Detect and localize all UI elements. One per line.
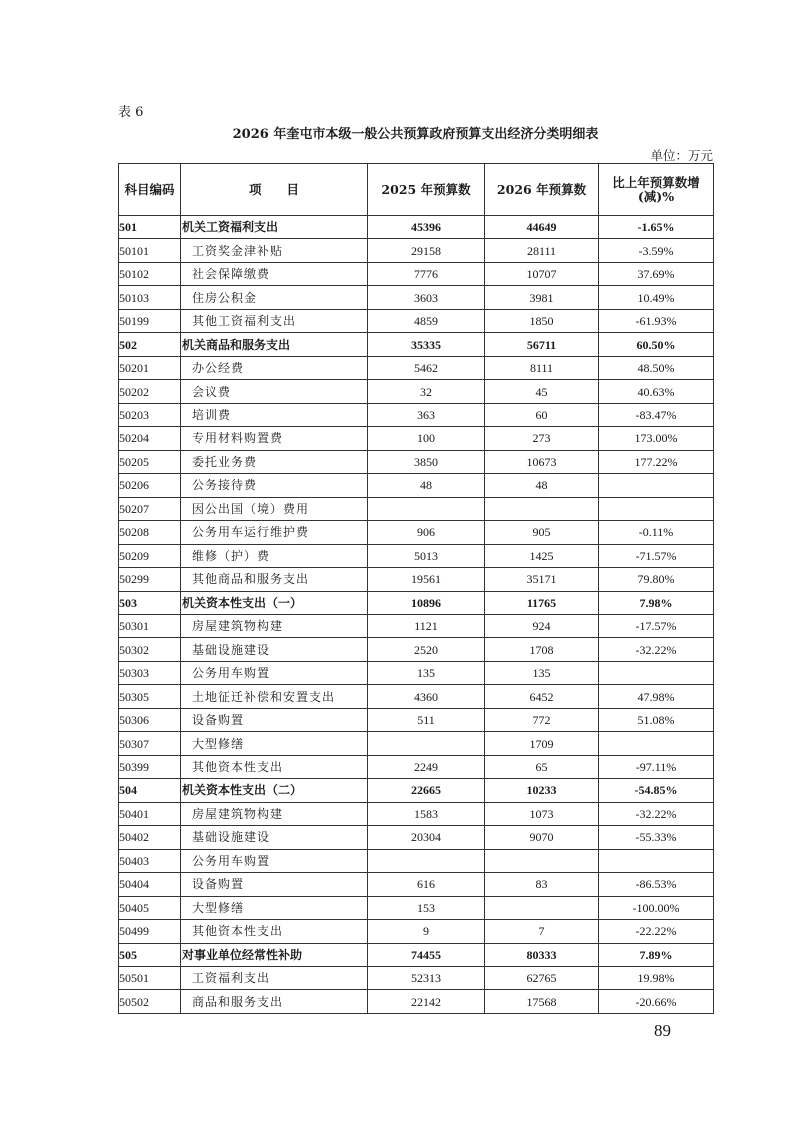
cell-code: 50306: [119, 708, 181, 731]
cell-2026: 7: [485, 920, 599, 943]
cell-2025: 35335: [368, 333, 485, 356]
cell-2026: [485, 896, 599, 919]
cell-code: 50199: [119, 309, 181, 332]
cell-change: -55.33%: [599, 826, 714, 849]
cell-code: 50101: [119, 239, 181, 262]
cell-code: 50206: [119, 474, 181, 497]
cell-item: 会议费: [181, 380, 368, 403]
cell-2025: 616: [368, 873, 485, 896]
cell-2025: [368, 497, 485, 520]
cell-item: 对事业单位经常性补助: [181, 943, 368, 966]
cell-2025: 9: [368, 920, 485, 943]
cell-2025: 22665: [368, 779, 485, 802]
cell-change: 51.08%: [599, 708, 714, 731]
cell-code: 50499: [119, 920, 181, 943]
table-row: [119, 544, 714, 567]
cell-2025: 2249: [368, 755, 485, 778]
cell-change: 40.63%: [599, 380, 714, 403]
cell-2026: 10673: [485, 450, 599, 473]
table-row: [119, 685, 714, 708]
cell-2026: 28111: [485, 239, 599, 262]
cell-code: 50102: [119, 262, 181, 285]
cell-item: 房屋建筑物构建: [181, 614, 368, 637]
cell-change: 10.49%: [599, 286, 714, 309]
table-row: [119, 732, 714, 755]
cell-change: -20.66%: [599, 990, 714, 1013]
cell-item: 因公出国（境）费用: [181, 497, 368, 520]
cell-change: -0.11%: [599, 521, 714, 544]
cell-change: [599, 849, 714, 872]
cell-code: 50299: [119, 568, 181, 591]
cell-2025: 5462: [368, 356, 485, 379]
cell-code: 50204: [119, 427, 181, 450]
cell-2026: 80333: [485, 943, 599, 966]
cell-item: 设备购置: [181, 873, 368, 896]
cell-2026: 1709: [485, 732, 599, 755]
cell-item: 土地征迁补偿和安置支出: [181, 685, 368, 708]
cell-item: 工资福利支出: [181, 967, 368, 990]
table-row: [119, 896, 714, 919]
category-row: [119, 591, 714, 614]
cell-2025: 1583: [368, 802, 485, 825]
cell-item: 住房公积金: [181, 286, 368, 309]
cell-code: 50209: [119, 544, 181, 567]
table-row: [119, 309, 714, 332]
cell-2026: 44649: [485, 216, 599, 239]
cell-2026: 273: [485, 427, 599, 450]
table-row: [119, 568, 714, 591]
category-row: [119, 779, 714, 802]
cell-code: 50405: [119, 896, 181, 919]
table-row: [119, 873, 714, 896]
cell-2026: 772: [485, 708, 599, 731]
table-row: [119, 450, 714, 473]
cell-item: 其他商品和服务支出: [181, 568, 368, 591]
cell-2025: 10896: [368, 591, 485, 614]
table-row: [119, 849, 714, 872]
cell-code: 50403: [119, 849, 181, 872]
cell-item: 其他资本性支出: [181, 920, 368, 943]
cell-change: 60.50%: [599, 333, 714, 356]
cell-item: 大型修缮: [181, 732, 368, 755]
cell-item: 工资奖金津补贴: [181, 239, 368, 262]
table-row: [119, 638, 714, 661]
cell-change: [599, 661, 714, 684]
cell-2026: 56711: [485, 333, 599, 356]
cell-change: 79.80%: [599, 568, 714, 591]
cell-change: -32.22%: [599, 802, 714, 825]
cell-2025: 74455: [368, 943, 485, 966]
table-row: [119, 286, 714, 309]
cell-2026: 11765: [485, 591, 599, 614]
table-row: [119, 990, 714, 1013]
cell-item: 公务接待费: [181, 474, 368, 497]
cell-item: 培训费: [181, 403, 368, 426]
cell-2025: 3850: [368, 450, 485, 473]
cell-2025: 363: [368, 403, 485, 426]
cell-code: 50401: [119, 802, 181, 825]
cell-change: 37.69%: [599, 262, 714, 285]
cell-code: 50399: [119, 755, 181, 778]
cell-change: [599, 497, 714, 520]
cell-2025: 29158: [368, 239, 485, 262]
cell-2026: 65: [485, 755, 599, 778]
cell-code: 50208: [119, 521, 181, 544]
header-code: 科目编码: [119, 164, 181, 216]
cell-code: 50203: [119, 403, 181, 426]
cell-2026: 905: [485, 521, 599, 544]
table-row: [119, 427, 714, 450]
cell-2026: 3981: [485, 286, 599, 309]
cell-item: 专用材料购置费: [181, 427, 368, 450]
cell-change: -17.57%: [599, 614, 714, 637]
cell-2025: 4859: [368, 309, 485, 332]
cell-2026: 83: [485, 873, 599, 896]
table-row: [119, 356, 714, 379]
table-row: [119, 967, 714, 990]
cell-2026: 1425: [485, 544, 599, 567]
table-body: [119, 216, 714, 1014]
cell-2026: 1073: [485, 802, 599, 825]
cell-change: -3.59%: [599, 239, 714, 262]
cell-2025: 135: [368, 661, 485, 684]
header-item: 项 目: [181, 164, 368, 216]
cell-2025: 20304: [368, 826, 485, 849]
header-2026: 2026 年预算数: [485, 164, 599, 216]
cell-item: 基础设施建设: [181, 638, 368, 661]
category-row: [119, 216, 714, 239]
cell-2025: 100: [368, 427, 485, 450]
cell-2025: 906: [368, 521, 485, 544]
cell-code: 50302: [119, 638, 181, 661]
cell-change: -97.11%: [599, 755, 714, 778]
cell-code: 50207: [119, 497, 181, 520]
header-2025: 2025 年预算数: [368, 164, 485, 216]
cell-change: -61.93%: [599, 309, 714, 332]
cell-item: 机关工资福利支出: [181, 216, 368, 239]
cell-change: 19.98%: [599, 967, 714, 990]
cell-code: 50305: [119, 685, 181, 708]
table-header-row: [119, 164, 714, 216]
cell-2025: 32: [368, 380, 485, 403]
cell-change: [599, 474, 714, 497]
cell-code: 50205: [119, 450, 181, 473]
cell-2026: 1850: [485, 309, 599, 332]
cell-code: 50501: [119, 967, 181, 990]
cell-change: 7.98%: [599, 591, 714, 614]
cell-2026: 35171: [485, 568, 599, 591]
cell-2026: 10707: [485, 262, 599, 285]
cell-item: 其他工资福利支出: [181, 309, 368, 332]
cell-2025: 2520: [368, 638, 485, 661]
cell-item: 公务用车购置: [181, 849, 368, 872]
cell-item: 基础设施建设: [181, 826, 368, 849]
cell-item: 商品和服务支出: [181, 990, 368, 1013]
cell-change: -83.47%: [599, 403, 714, 426]
cell-code: 50307: [119, 732, 181, 755]
page-number: 89: [654, 1021, 671, 1040]
cell-code: 505: [119, 943, 181, 966]
cell-item: 公务用车购置: [181, 661, 368, 684]
category-row: [119, 333, 714, 356]
cell-2026: [485, 849, 599, 872]
table-row: [119, 262, 714, 285]
document-title: 2026 年奎屯市本级一般公共预算政府预算支出经济分类明细表: [232, 127, 599, 142]
cell-2025: 511: [368, 708, 485, 731]
cell-item: 机关资本性支出（二）: [181, 779, 368, 802]
table-row: [119, 755, 714, 778]
cell-2025: 45396: [368, 216, 485, 239]
cell-2025: [368, 732, 485, 755]
table-row: [119, 802, 714, 825]
cell-change: 177.22%: [599, 450, 714, 473]
table-row: [119, 497, 714, 520]
cell-change: 7.89%: [599, 943, 714, 966]
cell-change: -32.22%: [599, 638, 714, 661]
cell-2026: 8111: [485, 356, 599, 379]
header-change: 比上年预算数增(减)%: [599, 164, 714, 216]
cell-2025: 52313: [368, 967, 485, 990]
cell-code: 50103: [119, 286, 181, 309]
cell-2026: 9070: [485, 826, 599, 849]
cell-2026: 10233: [485, 779, 599, 802]
cell-2025: 22142: [368, 990, 485, 1013]
cell-2025: 7776: [368, 262, 485, 285]
cell-change: -100.00%: [599, 896, 714, 919]
table-row: [119, 661, 714, 684]
cell-2026: 60: [485, 403, 599, 426]
cell-change: 47.98%: [599, 685, 714, 708]
cell-2025: 1121: [368, 614, 485, 637]
cell-2025: 48: [368, 474, 485, 497]
cell-2026: 48: [485, 474, 599, 497]
cell-2025: 4360: [368, 685, 485, 708]
cell-2026: [485, 497, 599, 520]
cell-2026: 62765: [485, 967, 599, 990]
cell-change: -54.85%: [599, 779, 714, 802]
cell-change: -86.53%: [599, 873, 714, 896]
cell-code: 501: [119, 216, 181, 239]
table-row: [119, 380, 714, 403]
cell-2026: 1708: [485, 638, 599, 661]
cell-2026: 45: [485, 380, 599, 403]
cell-code: 50301: [119, 614, 181, 637]
cell-2025: 153: [368, 896, 485, 919]
cell-2026: 924: [485, 614, 599, 637]
table-row: [119, 614, 714, 637]
cell-code: 50202: [119, 380, 181, 403]
cell-2025: 5013: [368, 544, 485, 567]
cell-change: -71.57%: [599, 544, 714, 567]
cell-change: -1.65%: [599, 216, 714, 239]
table-row: [119, 826, 714, 849]
table-label: 表 6: [118, 105, 144, 120]
cell-code: 50404: [119, 873, 181, 896]
cell-change: 48.50%: [599, 356, 714, 379]
cell-item: 维修（护）费: [181, 544, 368, 567]
cell-item: 公务用车运行维护费: [181, 521, 368, 544]
table-row: [119, 920, 714, 943]
table-row: [119, 474, 714, 497]
cell-code: 50303: [119, 661, 181, 684]
category-row: [119, 943, 714, 966]
cell-2025: 19561: [368, 568, 485, 591]
table-row: [119, 521, 714, 544]
cell-item: 社会保障缴费: [181, 262, 368, 285]
unit-label: 单位：万元: [650, 148, 713, 163]
cell-code: 502: [119, 333, 181, 356]
cell-item: 房屋建筑物构建: [181, 802, 368, 825]
cell-2026: 6452: [485, 685, 599, 708]
cell-code: 504: [119, 779, 181, 802]
cell-item: 委托业务费: [181, 450, 368, 473]
table-row: [119, 239, 714, 262]
cell-code: 50502: [119, 990, 181, 1013]
cell-2025: 3603: [368, 286, 485, 309]
cell-code: 503: [119, 591, 181, 614]
cell-change: -22.22%: [599, 920, 714, 943]
table-row: [119, 708, 714, 731]
cell-item: 大型修缮: [181, 896, 368, 919]
cell-2026: 17568: [485, 990, 599, 1013]
cell-item: 机关商品和服务支出: [181, 333, 368, 356]
cell-code: 50402: [119, 826, 181, 849]
cell-2026: 135: [485, 661, 599, 684]
cell-item: 办公经费: [181, 356, 368, 379]
cell-change: 173.00%: [599, 427, 714, 450]
cell-change: [599, 732, 714, 755]
cell-code: 50201: [119, 356, 181, 379]
cell-item: 其他资本性支出: [181, 755, 368, 778]
cell-2025: [368, 849, 485, 872]
cell-item: 设备购置: [181, 708, 368, 731]
table-row: [119, 403, 714, 426]
budget-table: [118, 163, 714, 1014]
cell-item: 机关资本性支出（一）: [181, 591, 368, 614]
